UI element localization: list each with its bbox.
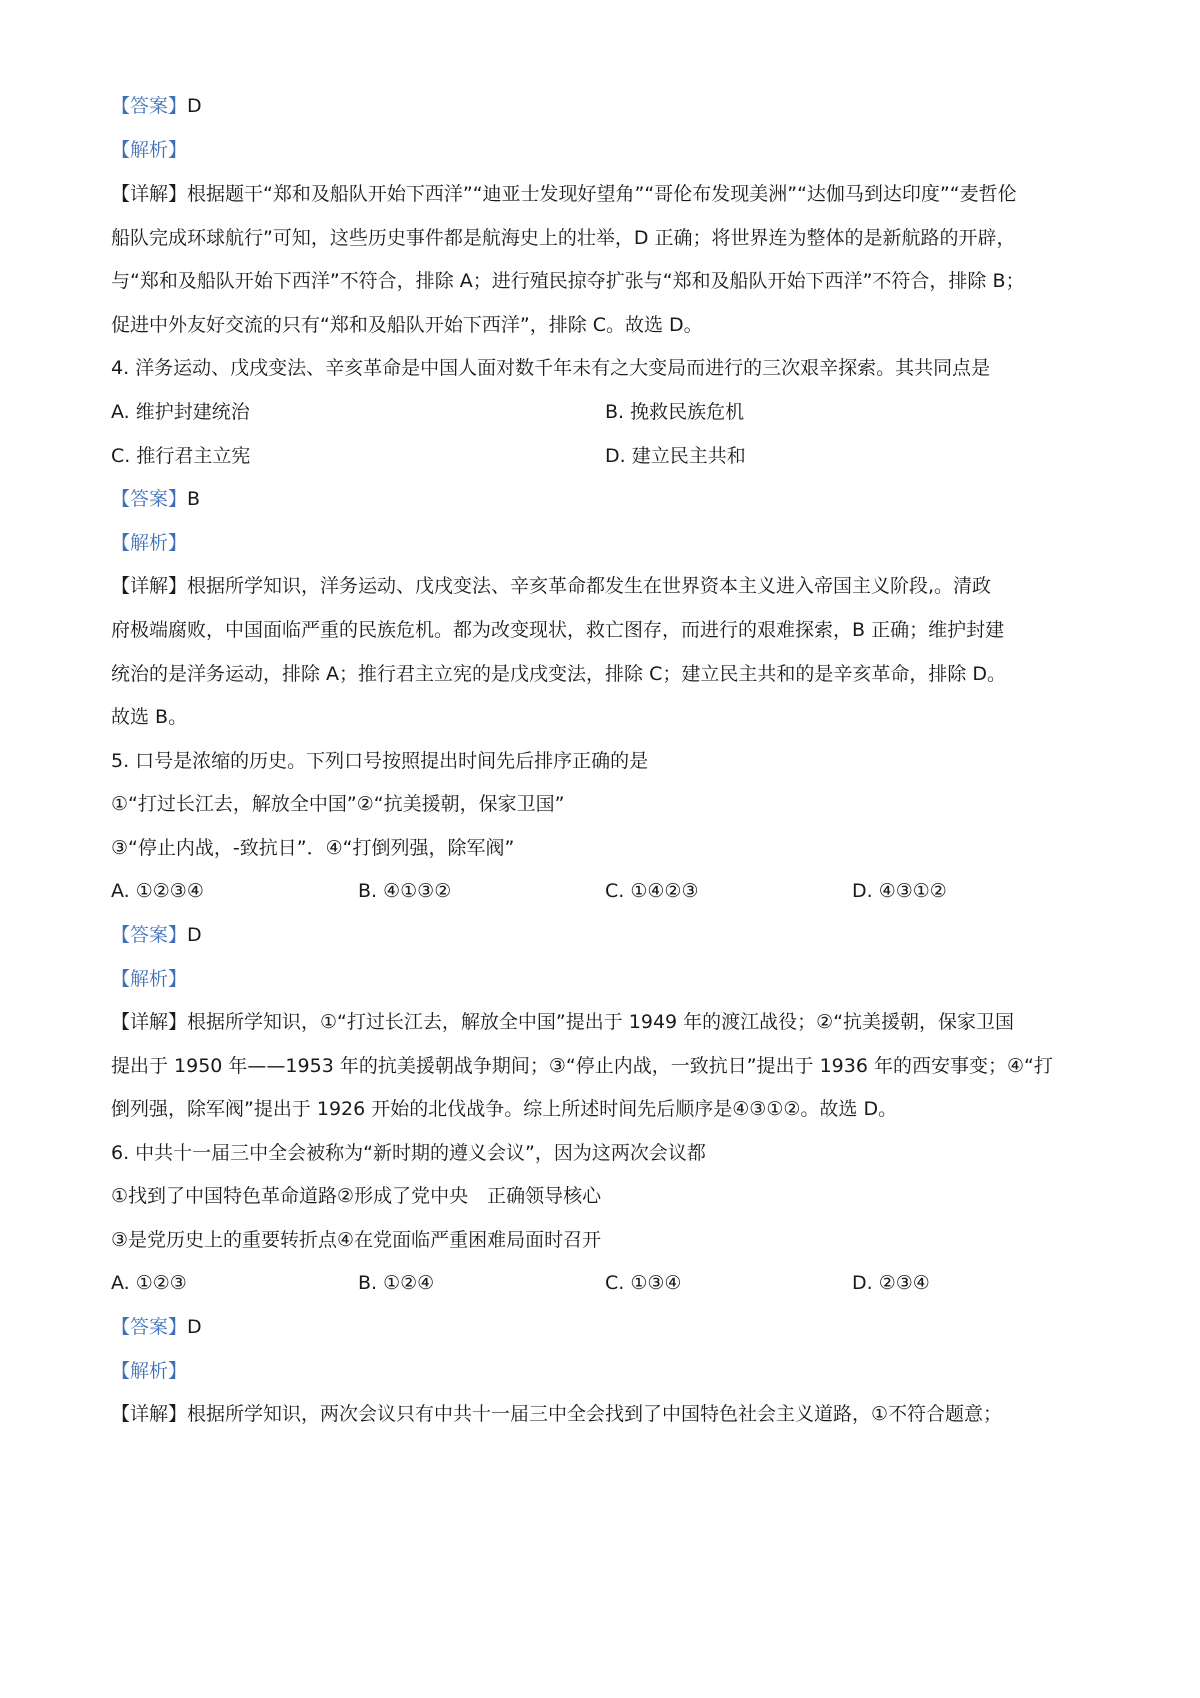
- question-6-stem: 6. 中共十一届三中全会被称为“新时期的遵义会议”，因为这两次会议都: [111, 1142, 706, 1164]
- detail-line: 府极端腐败，中国面临严重的民族危机。都为改变现状，救亡图存，而进行的艰难探索，B 正确；维护封建: [111, 619, 1005, 641]
- analysis-line: [111, 966, 1101, 992]
- option-b: B. ①②④: [358, 1272, 435, 1294]
- question-item: ①“打过长江去，解放全中国”②“抗美援朝，保家卫国”: [111, 793, 565, 815]
- detail-line: [111, 573, 1101, 599]
- detail-line: 统治的是洋务运动，排除 A；推行君主立宪的是戊戌变法，排除 C；建立民主共和的是辛亥革命，排除 D。: [111, 663, 1007, 685]
- detail-text: 根据题干“郑和及船队开始下西洋”“迪亚士发现好望角”“哥伦布发现美洲”“达伽马到达印度”“麦哲伦: [187, 183, 1017, 205]
- option-d: D. ④③①②: [852, 880, 947, 902]
- detail-text: 根据所学知识，两次会议只有中共十一届三中全会找到了中国特色社会主义道路，①不符合题意；: [187, 1403, 1003, 1425]
- answer-line: [111, 922, 1101, 948]
- option-c: C. 推行君主立宪: [111, 445, 251, 467]
- option-b: B. 挽救民族危机: [605, 401, 745, 423]
- detail-line: [111, 1009, 1101, 1035]
- detail-text: 根据所学知识，①“打过长江去，解放全中国”提出于 1949 年的渡江战役；②“抗美援朝，保家卫国: [187, 1011, 1015, 1033]
- answer-line: [111, 93, 1101, 119]
- answer-label: 【答案】: [111, 1316, 188, 1338]
- detail-text: 根据所学知识，洋务运动、戊戌变法、辛亥革命都发生在世界资本主义进入帝国主义阶段,。清政: [187, 575, 992, 597]
- analysis-line: [111, 530, 1101, 556]
- answer-line: [111, 486, 1101, 512]
- detail-label: 【详解】: [111, 1403, 188, 1425]
- answer-value: B: [187, 488, 201, 510]
- question-item: ①找到了中国特色革命道路②形成了党中央 正确领导核心: [111, 1185, 602, 1207]
- detail-line: 促进中外友好交流的只有“郑和及船队开始下西洋”，排除 C。故选 D。: [111, 314, 703, 336]
- option-c: C. ①③④: [605, 1272, 682, 1294]
- answer-value: D: [187, 1316, 202, 1338]
- answer-label: 【答案】: [111, 488, 188, 510]
- option-a: A. ①②③④: [111, 880, 204, 902]
- detail-line: 倒列强，除军阀”提出于 1926 开始的北伐战争。综上所述时间先后顺序是④③①②。故选 D。: [111, 1098, 898, 1120]
- detail-label: 【详解】: [111, 183, 188, 205]
- detail-label: 【详解】: [111, 575, 188, 597]
- analysis-label: 【解析】: [111, 532, 188, 554]
- answer-label: 【答案】: [111, 924, 188, 946]
- question-5-stem: 5. 口号是浓缩的历史。下列口号按照提出时间先后排序正确的是: [111, 750, 649, 772]
- analysis-line: [111, 1358, 1101, 1384]
- detail-line: 提出于 1950 年——1953 年的抗美援朝战争期间；③“停止内战，一致抗日”提出于 1936 年的西安事变；④“打: [111, 1055, 1053, 1077]
- analysis-label: 【解析】: [111, 139, 188, 161]
- question-4-stem: 4. 洋务运动、戊戌变法、辛亥革命是中国人面对数千年未有之大变局而进行的三次艰辛探索。其共同点是: [111, 357, 991, 379]
- question-item: ③“停止内战，-致抗日”．④“打倒列强，除军阀”: [111, 837, 515, 859]
- analysis-label: 【解析】: [111, 968, 188, 990]
- analysis-line: [111, 137, 1101, 163]
- detail-line: [111, 181, 1101, 207]
- question-item: ③是党历史上的重要转折点④在党面临严重困难局面时召开: [111, 1229, 602, 1251]
- answer-label: 【答案】: [111, 95, 188, 117]
- detail-line: 船队完成环球航行”可知，这些历史事件都是航海史上的壮举，D 正确；将世界连为整体的是新航路的开辟，: [111, 227, 1016, 249]
- option-a: A. 维护封建统治: [111, 401, 250, 423]
- answer-value: D: [187, 95, 202, 117]
- answer-line: [111, 1314, 1101, 1340]
- option-d: D. 建立民主共和: [605, 445, 746, 467]
- analysis-label: 【解析】: [111, 1360, 188, 1382]
- option-a: A. ①②③: [111, 1272, 187, 1294]
- detail-line: [111, 1401, 1101, 1427]
- detail-line: 故选 B。: [111, 706, 188, 728]
- detail-label: 【详解】: [111, 1011, 188, 1033]
- option-b: B. ④①③②: [358, 880, 452, 902]
- option-d: D. ②③④: [852, 1272, 930, 1294]
- option-c: C. ①④②③: [605, 880, 699, 902]
- answer-value: D: [187, 924, 202, 946]
- detail-line: 与“郑和及船队开始下西洋”不符合，排除 A；进行殖民掠夺扩张与“郑和及船队开始下西洋”不符合，排除 B；: [111, 270, 1025, 292]
